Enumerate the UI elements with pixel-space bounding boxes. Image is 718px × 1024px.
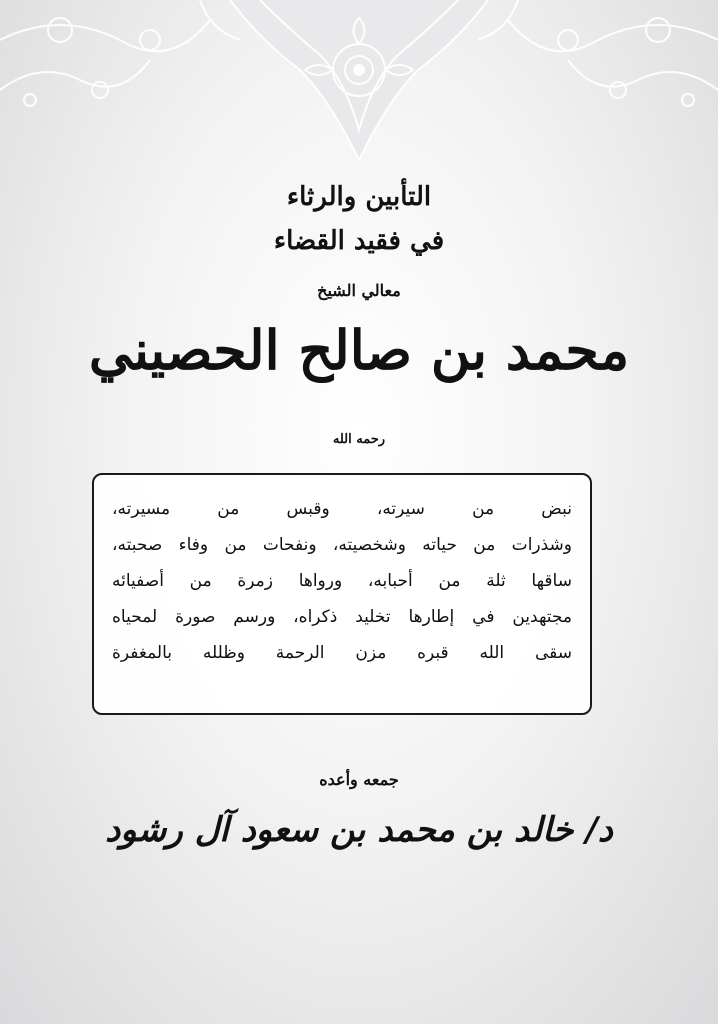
floral-ornament-header bbox=[0, 0, 718, 180]
summary-box bbox=[92, 473, 592, 715]
compiler-label: جمعه وأعده bbox=[319, 770, 399, 789]
honorific: معالي الشيخ bbox=[317, 281, 401, 300]
summary-line: سقى الله قبره مزن الرحمة وظلله بالمغفرة bbox=[112, 643, 572, 663]
summary-line: نبض من سيرته، وقبس من مسيرته، bbox=[112, 499, 572, 519]
title-line-1: التأبين والرثاء bbox=[286, 182, 432, 212]
title-line-2: في فقيد القضاء bbox=[273, 226, 445, 256]
summary-line: مجتهدين في إطارها تخليد ذكراه، ورسم صورة لمحياه bbox=[112, 607, 572, 627]
summary-line: وشذرات من حياته وشخصيته، ونفحات من وفاء صحبته، bbox=[112, 535, 572, 555]
compiler-name: د/ خالد بن محمد بن سعود آل رشود bbox=[105, 810, 613, 850]
prayer-phrase: رحمه الله bbox=[332, 432, 386, 447]
person-name: محمد بن صالح الحصيني bbox=[88, 318, 630, 382]
summary-line: ساقها ثلة من أحبابه، ورواها زمرة من أصفيائه bbox=[112, 571, 572, 591]
